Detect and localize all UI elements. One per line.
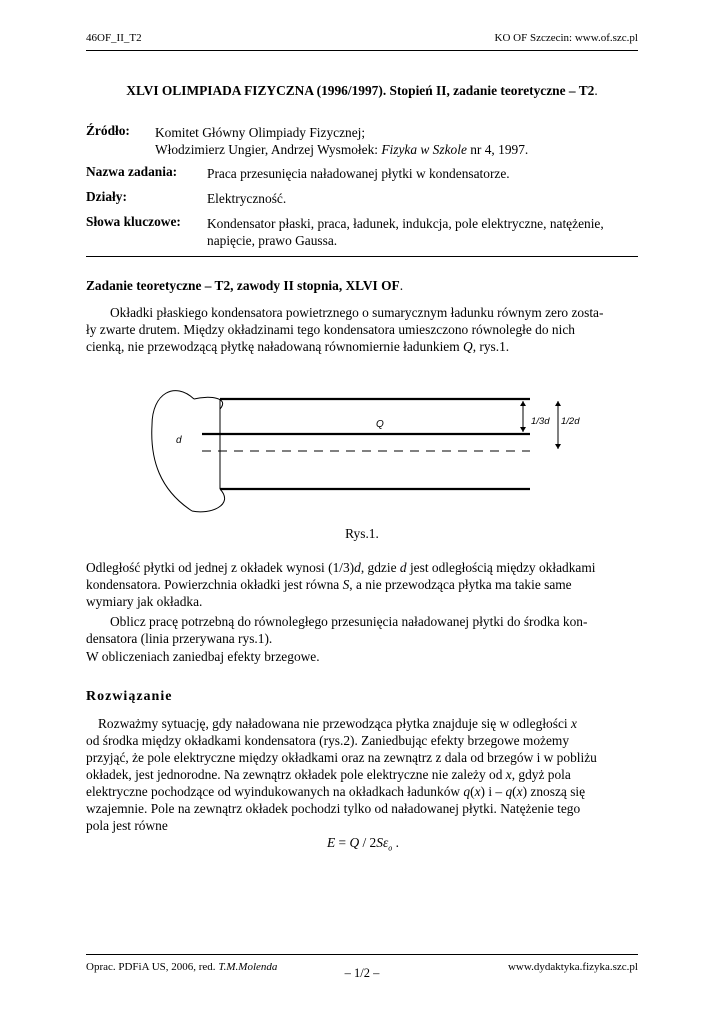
task-paragraph-3: Oblicz pracę potrzebną do równoległego przesunięcia naładowanej płytki do środka kon- densatora (linia przerywana rys.1). (86, 614, 588, 646)
short-circuit-wire-left (152, 391, 194, 511)
task-name-value: Praca przesunięcia naładowanej płytki w kondensatorze. (207, 166, 510, 181)
task-paragraph-2: Odległość płytki od jednej z okładek wynosi (1/3)d, gdzie d jest odległością między okładkami kondensatora. Powierzchnia okładki jest równa S, a nie przewodząca płytka ma takie same wymiary jak okładka. (86, 560, 596, 609)
meta-rule (86, 256, 638, 257)
label-d: d (176, 435, 182, 446)
page-number: – 1/2 – (344, 966, 380, 980)
footer-right: www.dydaktyka.fizyka.szc.pl (507, 961, 638, 973)
sections-label: Działy: (86, 189, 127, 204)
label-third-d: 1/3d (531, 416, 550, 427)
source-line-2: Włodzimierz Ungier, Andrzej Wysmołek: Fizyka w Szkole nr 4, 1997. (155, 142, 529, 157)
keywords-line-1: Kondensator płaski, praca, ładunek, indukcja, pole elektryczne, natężenie, (207, 216, 604, 231)
footer-left: Oprac. PDFiA US, 2006, red. T.M.Molenda (86, 961, 278, 973)
solution-paragraph: Rozważmy sytuację, gdy naładowana nie przewodząca płytka znajduje się w odległości x od środka między okładkami kondensatora (rys.2). Zaniedbując efekty brzegowe możemy przyjąć, że pole elektryczne między okładkami oraz na zewnątrz z dala od brzegów i w pobliżu okładek, jest jednorodne. Na zewnątrz okładek pole elektryczne nie zależy od x, gdyż pola elektryczne pochodzące od wyindukowanych na okładkach ładunków q(x) i – q(x) znoszą się wzajemnie. Pole na zewnątrz okładek pochodzi tylko od naładowanej płytki. Natężenie tego pola jest równe (86, 716, 597, 833)
figure-caption: Rys.1. (345, 526, 379, 541)
task-heading: Zadanie teoretyczne – T2, zawody II stopnia, XLVI OF. (86, 278, 404, 293)
keywords-line-2: napięcie, prawo Gaussa. (207, 233, 338, 248)
solution-heading: Rozwiązanie (86, 689, 173, 704)
arrow-up-icon (520, 401, 526, 406)
arrow-down-icon (555, 444, 561, 449)
document-title: XLVI OLIMPIADA FIZYCZNA (1996/1997). Stopień II, zadanie teoretyczne – T2. (126, 83, 598, 98)
arrow-down-icon (520, 427, 526, 432)
header-left: 46OF_II_T2 (86, 32, 142, 44)
sections-value: Elektryczność. (207, 191, 287, 206)
label-Q: Q (376, 419, 384, 430)
short-circuit-wire-bottom (192, 489, 225, 512)
footer-rule (86, 954, 638, 955)
header-rule (86, 50, 638, 51)
equation-E: $E = Q / 2S\varepsilon_o$ . (327, 835, 399, 853)
task-paragraph-4: W obliczeniach zaniedbaj efekty brzegowe. (86, 649, 320, 664)
header-right: KO OF Szczecin: www.of.szc.pl (494, 32, 638, 44)
arrow-up-icon (555, 401, 561, 406)
task-paragraph-1: Okładki płaskiego kondensatora powietrznego o sumarycznym ładunku równym zero zosta- ły zwarte drutem. Między okładzinami tego kondensatora umieszczono równoległe do nich cienką, nie przewodzącą płytkę naładowaną równomiernie ładunkiem Q, rys.1. (86, 305, 604, 354)
source-line-1: Komitet Główny Olimpiady Fizycznej; (155, 125, 366, 140)
keywords-label: Słowa kluczowe: (86, 214, 181, 229)
capacitor-figure (140, 365, 600, 515)
source-label: Źródło: (86, 123, 130, 138)
task-name-label: Nazwa zadania: (86, 164, 178, 179)
label-half-d: 1/2d (561, 416, 580, 427)
short-circuit-wire-top (194, 397, 223, 409)
